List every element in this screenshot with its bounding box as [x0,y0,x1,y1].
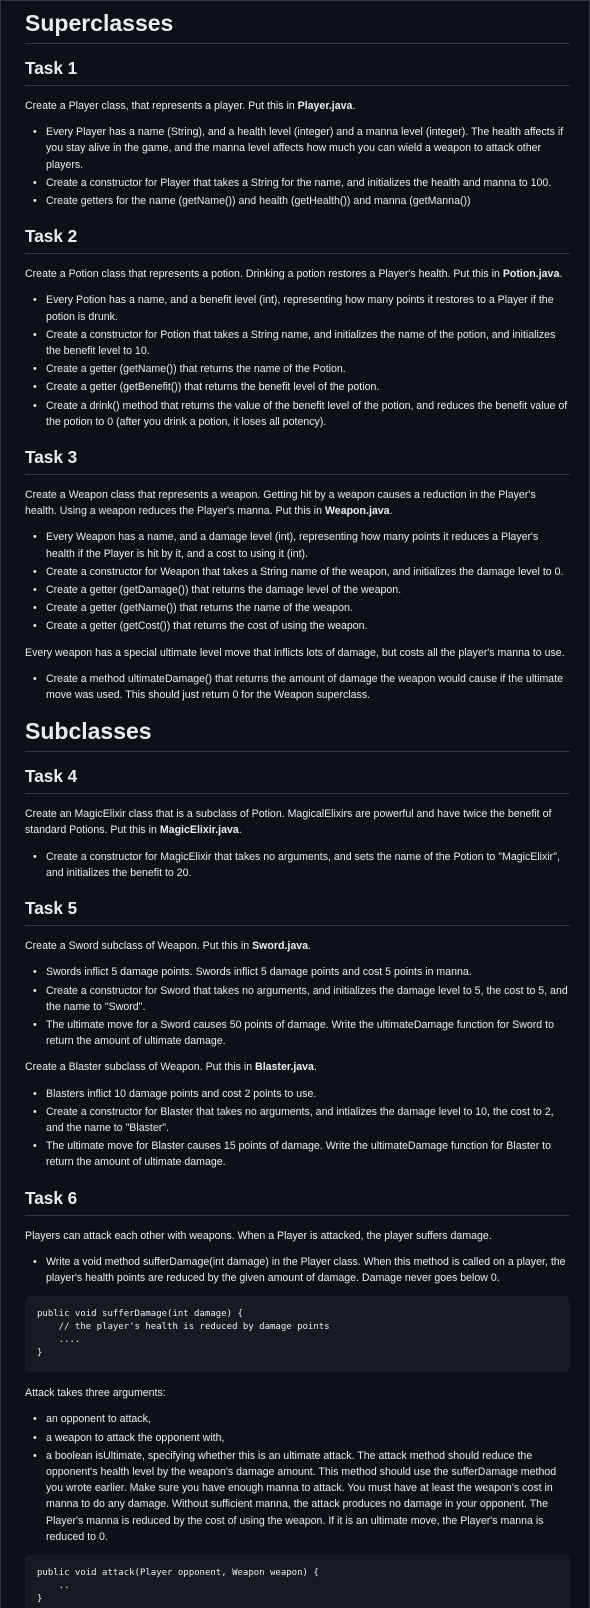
list-item: • Create a method ultimateDamage() that returns the amount of damage the weapon would cause if the ultimate move was used. This should just return 0 for the Weapon superclass. [25,671,570,703]
heading-subclasses: Subclasses [25,717,570,752]
task-3-intro: Create a Weapon class that represents a weapon. Getting hit by a weapon causes a reduction in the Player's health. Using a weapon reduces the Player's manna. Put this in Weapon.java. [25,489,536,518]
task-5-blaster-filename: Blaster.java [255,1061,314,1074]
task-3-filename: Weapon.java [325,505,390,518]
list-item: • Blasters inflict 10 damage points and cost 2 points to use. [25,1086,570,1102]
list-item: • Create a constructor for Potion that takes a String name, and initializes the name of the potion, and initializes the benefit level to 10. [25,327,570,359]
list-item: • a weapon to attack the opponent with, [25,1430,570,1446]
list-item: • Swords inflict 5 damage points. Swords inflict 5 damage points and cost 5 points in manna. [25,964,570,980]
list-item: • The ultimate move for a Sword causes 50 points of damage. Write the ultimateDamage function for Sword to return the amount of ultimate damage. [25,1017,570,1049]
task-6-attack-list [25,1411,570,1545]
heading-superclasses: Superclasses [25,9,570,44]
list-item: • The ultimate move for Blaster causes 15 points of damage. Write the ultimateDamage function for Blaster to return the amount of ultimate damage. [25,1138,570,1170]
list-item: • Write a void method sufferDamage(int damage) in the Player class. When this method is called on a player, the player's health points are reduced by the given amount of damage. Damage never goes below 0. [25,1254,570,1286]
task-6-attack-paragraph: Attack takes three arguments: [25,1387,166,1400]
task-2-list [25,292,570,430]
task-5-sword-filename: Sword.java [252,940,309,953]
list-item: • Create a getter (getBenefit()) that returns the benefit level of the potion. [25,379,570,395]
task-2-filename: Potion.java [502,268,560,281]
task-3-ultimate-paragraph: Every weapon has a special ultimate level move that inflicts lots of damage, but costs all the player's manna to use. [25,646,565,659]
heading-task-4: Task 4 [25,765,570,794]
task-5-blaster-intro: Create a Blaster subclass of Weapon. Put this in Blaster.java. [25,1061,317,1074]
list-item: • Create a getter (getCost()) that returns the cost of using the weapon. [25,618,570,634]
list-item: • Create a getter (getDamage()) that returns the damage level of the weapon. [25,582,570,598]
list-item: • Create a constructor for Blaster that takes no arguments, and intializes the damage level to 10, the cost to 2, and the name to "Blaster". [25,1104,570,1136]
list-item: • Create getters for the name (getName()) and health (getHealth()) and manna (getManna()) [25,193,570,209]
document-body [25,9,570,1608]
list-item: • Create a getter (getName()) that returns the name of the weapon. [25,600,570,616]
task-5-sword-list [25,964,570,1049]
list-item: • Create a constructor for Weapon that takes a String name of the weapon, and initializes the damage level to 0. [25,564,570,580]
list-item: • an opponent to attack, [25,1411,570,1427]
list-item: • Create a getter (getName()) that returns the name of the Potion. [25,361,570,377]
list-item: • Every Player has a name (String), and a health level (integer) and a manna level (integer). The health affects if you stay alive in the game, and the manna level affects how much you can wield a weapon to attack other players. [25,124,570,173]
list-item: • Every Weapon has a name, and a damage level (int), representing how many points it reduces a Player's health if the Player is hit by it, and a cost to using it (int). [25,529,570,561]
task-4-filename: MagicElixir.java [159,824,239,837]
task-4-intro: Create an MagicElixir class that is a subclass of Potion. MagicalElixirs are powerful and have twice the benefit of standard Potions. Put this in MagicElixir.java. [25,808,552,837]
task-3-ultimate-list [25,671,570,703]
list-item: • Create a constructor for MagicElixir that takes no arguments, and sets the name of the Potion to "MagicElixir", and initializes the benefit to 20. [25,849,570,881]
list-item: • Create a drink() method that returns the value of the benefit level of the potion, and reduces the benefit value of the potion to 0 (after you drink a potion, it loses all potency). [25,398,570,430]
list-item: • Create a constructor for Sword that takes no arguments, and initializes the damage level to 5, the cost to 5, and the name to "Sword". [25,983,570,1015]
task-6-list [25,1254,570,1286]
task-6-intro: Players can attack each other with weapons. When a Player is attacked, the player suffers damage. [25,1229,492,1242]
code-block-attack: public void attack(Player opponent, Weapon weapon) { .. } [25,1555,570,1608]
list-item: • a boolean isUltimate, specifying whether this is an ultimate attack. The attack method should reduce the opponent's health level by the weapon's damage amount. This method should use the sufferDamage method you wrote earlier. Make sure you have enough manna to attack. You must have at least the weapon's cost in manna to do any damage. Without sufficient manna, the attack produces no damage in your opponent. The Player's manna is reduced by the cost of using the weapon. If it is an ultimate move, the Player's manna is reduced to 0. [25,1448,570,1545]
heading-task-1: Task 1 [25,57,570,86]
task-5-blaster-list [25,1086,570,1171]
task-3-list [25,529,570,634]
heading-task-6: Task 6 [25,1187,570,1216]
task-1-list [25,124,570,209]
task-2-intro: Create a Potion class that represents a potion. Drinking a potion restores a Player's health. Put this in Potion.java. [25,268,563,281]
task-1-intro: Create a Player class, that represents a player. Put this in Player.java. [25,100,356,112]
heading-task-2: Task 2 [25,225,570,254]
task-5-sword-intro: Create a Sword subclass of Weapon. Put this in Sword.java. [25,940,311,953]
task-1-filename: Player.java [297,100,353,112]
list-item: • Create a constructor for Player that takes a String for the name, and initializes the health and manna to 100. [25,175,570,191]
heading-task-3: Task 3 [25,446,570,475]
code-block-suffer-damage: public void sufferDamage(int damage) { // the player's health is reduced by damage points .... } [25,1296,570,1372]
heading-task-5: Task 5 [25,897,570,926]
task-4-list [25,849,570,881]
list-item: • Every Potion has a name, and a benefit level (int), representing how many points it restores to a Player if the potion is drunk. [25,292,570,324]
